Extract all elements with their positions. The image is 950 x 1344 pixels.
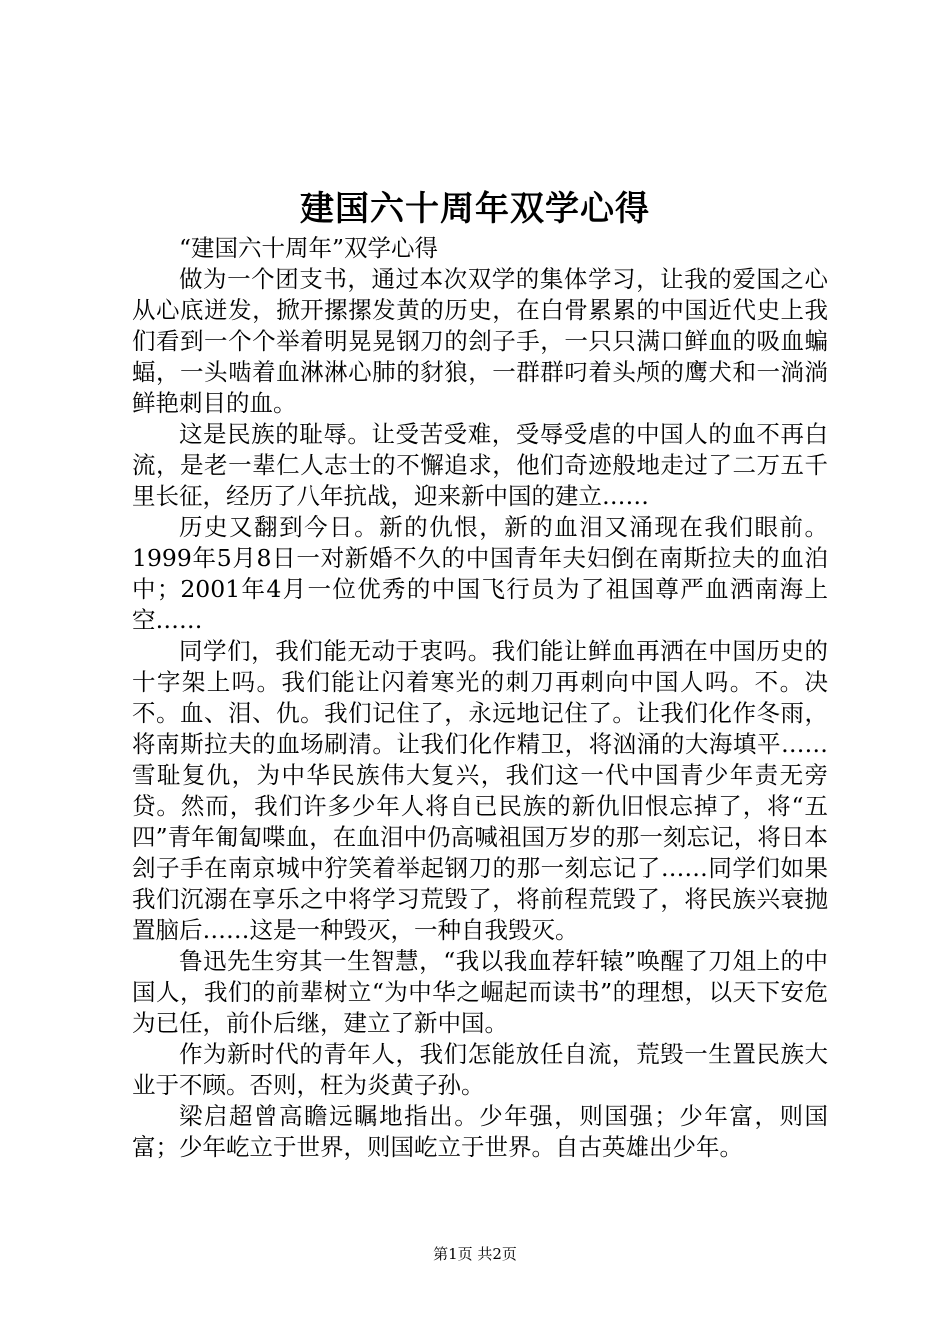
body-paragraph: 这是民族的耻辱。让受苦受难，受辱受虐的中国人的血不再白流，是老一辈仁人志士的不懈追求，他们奇迹般地走过了二万五千里长征，经历了八年抗战，迎来新中国的建立…… xyxy=(132,420,828,510)
document-body xyxy=(132,233,828,1163)
page-number: 第1页 共2页 xyxy=(433,1245,517,1263)
document-title: 建国六十周年双学心得 xyxy=(300,189,650,229)
body-paragraph: 历史又翻到今日。新的仇恨，新的血泪又涌现在我们眼前。1999年5月8日一对新婚不久的中国青年夫妇倒在南斯拉夫的血泊中；2001年4月一位优秀的中国飞行员为了祖国尊严血洒南海上空…… xyxy=(132,513,828,634)
body-paragraph: 作为新时代的青年人，我们怎能放任自流，荒毁一生置民族大业于不顾。否则，枉为炎黄子孙。 xyxy=(132,1040,828,1099)
body-paragraph: 同学们，我们能无动于衷吗。我们能让鲜血再洒在中国历史的十字架上吗。我们能让闪着寒光的刺刀再刺向中国人吗。不。决不。血、泪、仇。我们记住了，永远地记住了。让我们化作冬雨，将南斯拉夫的血场刷清。让我们化作精卫，将汹涌的大海填平……雪耻复仇，为中华民族伟大复兴，我们这一代中国青少年责无旁贷。然而，我们许多少年人将自已民族的新仇旧恨忘掉了，将“五四”青年匍匐喋血，在血泪中仍高喊祖国万岁的那一刻忘记，将日本刽子手在南京城中狞笑着举起钢刀的那一刻忘记了……同学们如果我们沉溺在享乐之中将学习荒毁了，将前程荒毁了，将民族兴衰抛置脑后……这是一种毁灭，一种自我毁灭。 xyxy=(132,637,828,944)
subtitle-paragraph: “建国六十周年”双学心得 xyxy=(179,234,439,262)
body-paragraph: 梁启超曾高瞻远瞩地指出。少年强，则国强；少年富，则国富；少年屹立于世界，则国屹立于世界。自古英雄出少年。 xyxy=(132,1102,828,1161)
body-paragraph: 做为一个团支书，通过本次双学的集体学习，让我的爱国之心从心底迸发，掀开摞摞发黄的历史，在白骨累累的中国近代史上我们看到一个个举着明晃晃钢刀的刽子手，一只只满口鲜血的吸血蝙蝠，一头啮着血淋淋心肺的豺狼，一群群叼着头颅的鹰犬和一淌淌鲜艳刺目的血。 xyxy=(132,265,828,417)
body-paragraph: 鲁迅先生穷其一生智慧，“我以我血荐轩辕”唤醒了刀俎上的中国人，我们的前辈树立“为中华之崛起而读书”的理想，以天下安危为已任，前仆后继，建立了新中国。 xyxy=(132,947,828,1037)
